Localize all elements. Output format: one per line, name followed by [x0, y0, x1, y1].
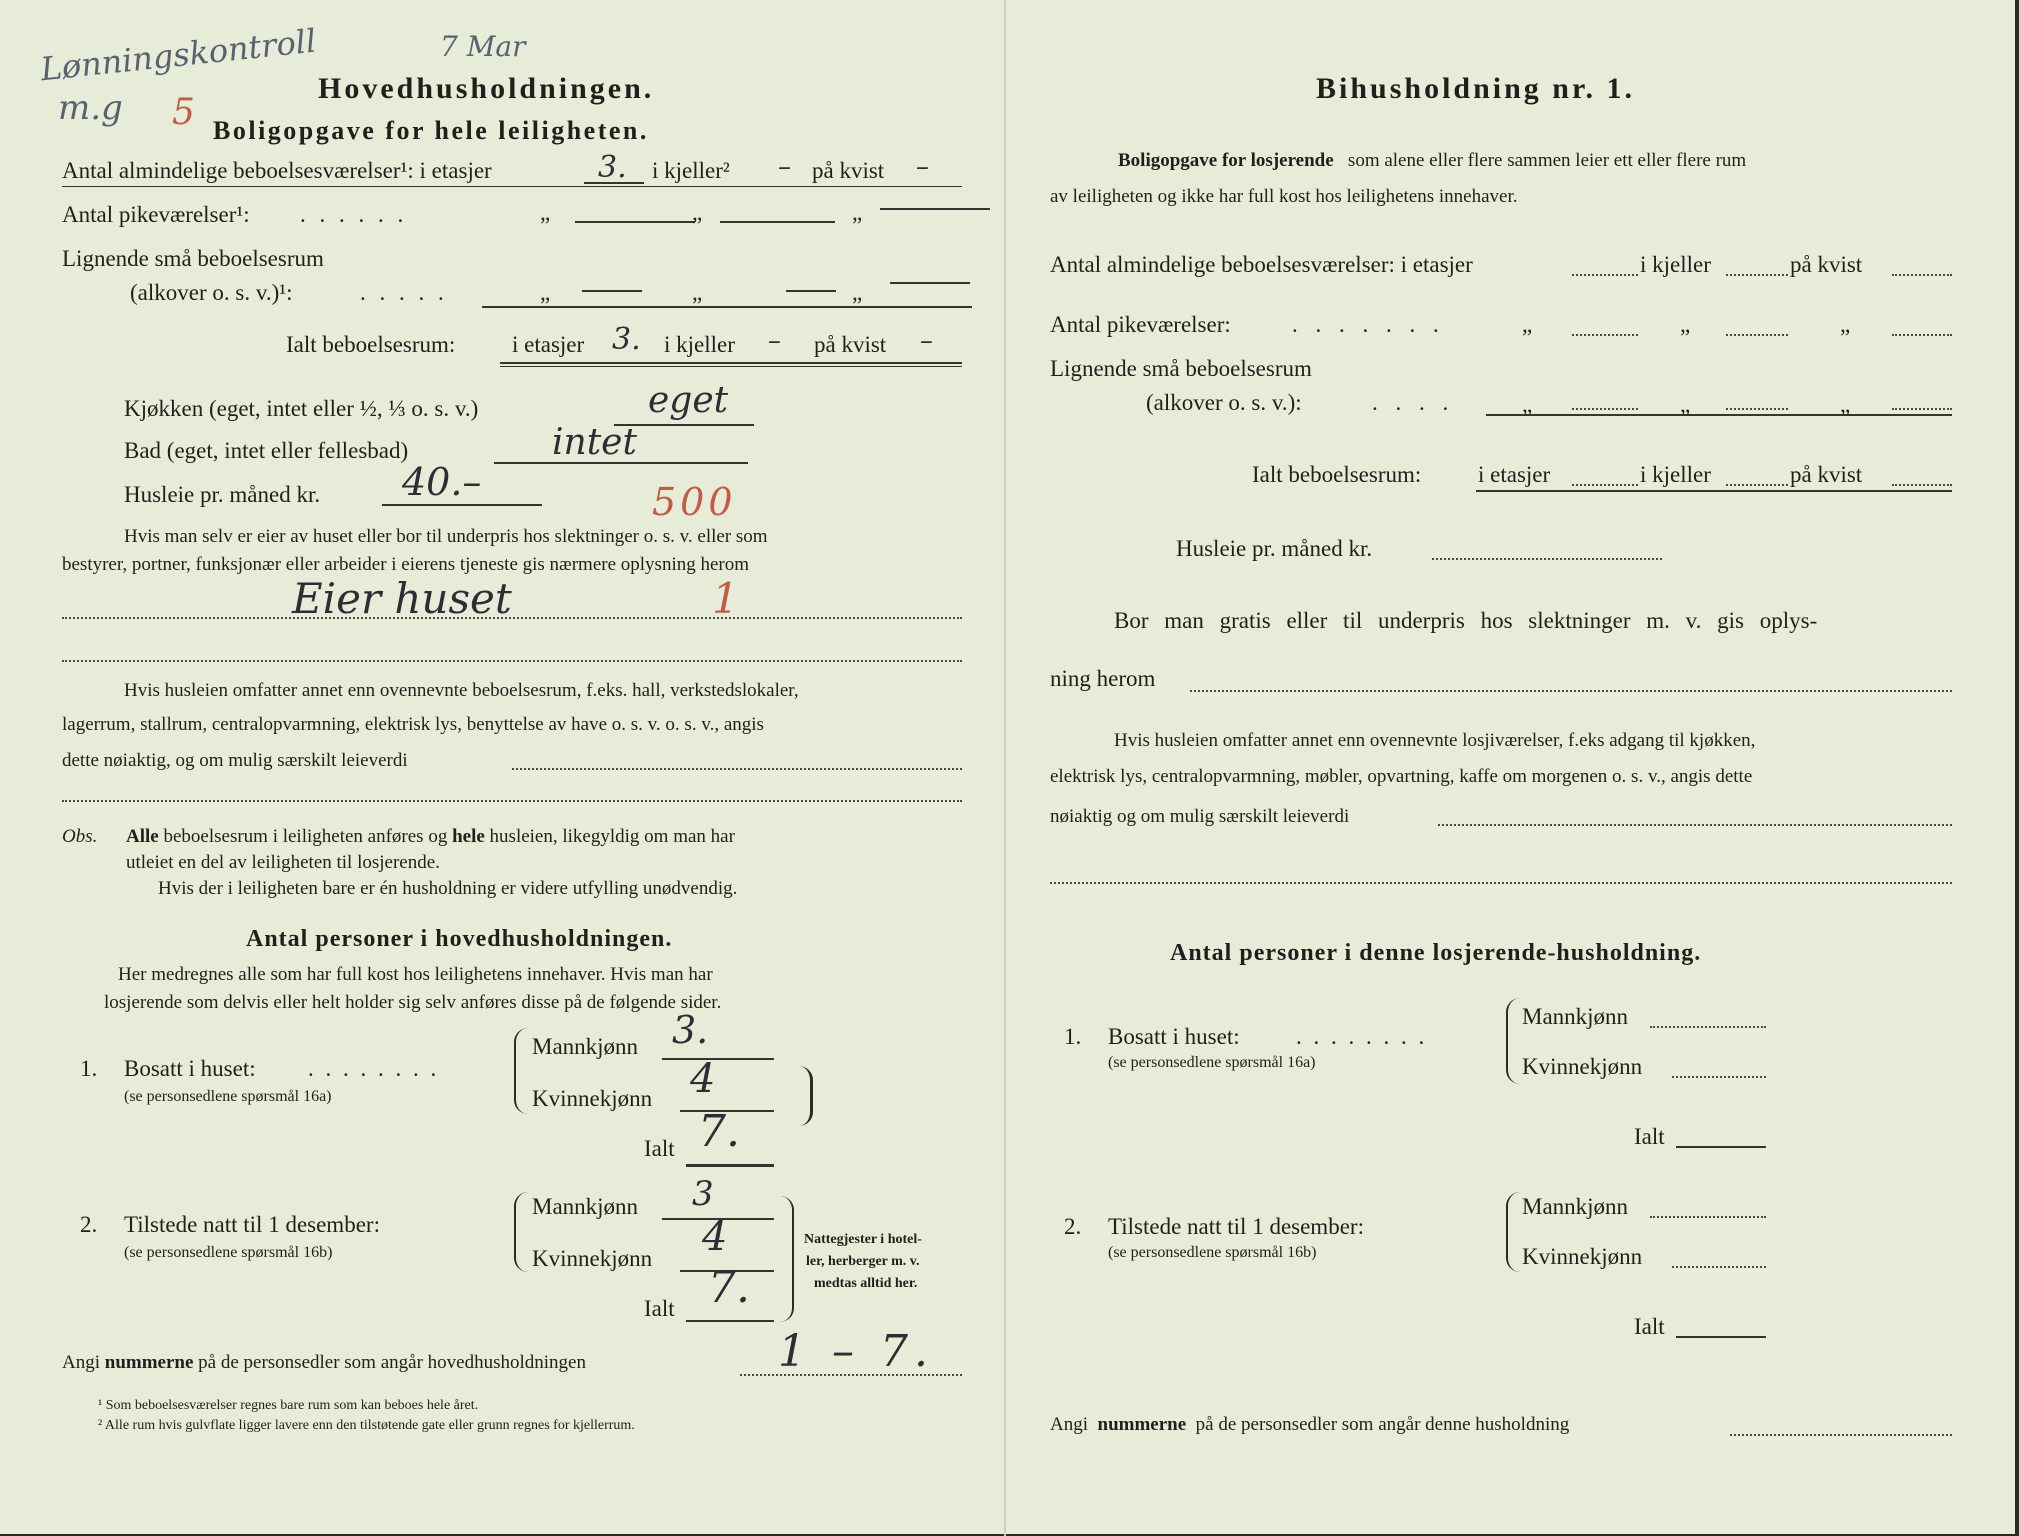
owner-text-line1: Hvis man selv er eier av huset eller bor til underpris hos slektninger o. s. v. eller som: [124, 526, 768, 547]
left-row1-label: Antal almindelige beboelsesværelser¹: i etasjer: [62, 158, 492, 183]
right-q2-kvinne-label: Kvinnekjønn: [1522, 1244, 1643, 1269]
footnote-1: ¹ Som beboelsesværelser regnes bare rum som kan beboes hele året.: [98, 1398, 479, 1413]
obs-line2: utleiet en del av leiligheten til losjerende.: [126, 852, 440, 873]
right-q2-ialt-label: Ialt: [1634, 1314, 1665, 1339]
left-q2-mann-value: 3: [692, 1174, 714, 1214]
left-row3-label2: (alkover o. s. v.)¹:: [130, 280, 293, 305]
left-row4-etasjer-label: i etasjer: [512, 332, 585, 357]
right-row1-kvist-label: på kvist: [1790, 252, 1863, 277]
right-q2-mann-label: Mannkjønn: [1522, 1194, 1629, 1219]
obs-line3: Hvis der i leiligheten bare er én husholdning er videre utfylling unødvendig.: [158, 878, 738, 899]
right-row2-label: Antal pikeværelser:: [1050, 312, 1231, 337]
obs-label: Obs.: [62, 826, 98, 847]
left-q1-mann-label: Mannkjønn: [532, 1034, 639, 1059]
left-row1-kjeller-value: –: [778, 152, 791, 182]
left-q2-label: Tilstede natt til 1 desember:: [124, 1212, 380, 1237]
left-persons-text1: Her medregnes alle som har full kost hos leilighetens innehaver. Hvis man har: [118, 964, 713, 985]
left-extra-line3: dette nøiaktig, og om mulig særskilt leieverdi: [62, 750, 408, 771]
left-row2-q1: „: [540, 200, 551, 225]
left-persons-text2: losjerende som delvis eller helt holder sig selv anføres disse på de følgende sider.: [104, 992, 722, 1013]
right-row3-q3: „: [1840, 392, 1851, 417]
left-q2-num: 2.: [80, 1212, 98, 1237]
right-q1-sub: (se personsedlene spørsmål 16a): [1108, 1054, 1316, 1071]
margin-note-number: 5: [172, 92, 195, 133]
right-gratis-line1: Bor man gratis eller til underpris hos slektninger m. v. gis oplys-: [1114, 608, 1818, 633]
left-q2-note1: Nattegjester i hotel-: [804, 1232, 922, 1247]
left-row2-dots: . . . . . .: [300, 202, 408, 227]
left-row4-kvist-value: –: [920, 326, 933, 356]
right-row4-label: Ialt beboelsesrum:: [1252, 462, 1422, 487]
right-row2-q1: „: [1522, 312, 1533, 337]
right-row3-q2: „: [1680, 392, 1691, 417]
right-title: Bihusholdning nr. 1.: [1316, 72, 1636, 105]
right-row2-q2: „: [1680, 312, 1691, 337]
left-extra-line1: Hvis husleien omfatter annet enn ovennevnte beboelsesrum, f.eks. hall, verkstedslokaler,: [124, 680, 799, 701]
left-row3-q2: „: [692, 280, 703, 305]
right-intro-line1: Boligopgave for losjerende som alene eller flere sammen leier ett eller flere rum: [1118, 150, 1747, 171]
left-row2-q3: „: [852, 200, 863, 225]
right-extra-line2: elektrisk lys, centralopvarmning, møbler, opvartning, kaffe om morgenen o. s. v., angis dette: [1050, 766, 1753, 787]
left-row4-kvist-label: på kvist: [814, 332, 887, 357]
owner-mark: 1: [712, 574, 739, 623]
left-row2-label: Antal pikeværelser¹:: [62, 202, 250, 227]
left-q1-ialt-label: Ialt: [644, 1136, 675, 1161]
left-row4-kjeller-value: –: [768, 326, 781, 356]
left-row3-label1: Lignende små beboelsesrum: [62, 246, 324, 271]
right-intro-line2: av leiligheten og ikke har full kost hos leilighetens innehaver.: [1050, 186, 1518, 207]
left-q2-ialt-label: Ialt: [644, 1296, 675, 1321]
left-q1-kvinne-value: 4: [690, 1056, 716, 1102]
owner-text-line2: bestyrer, portner, funksjonær eller arbeider i eierens tjeneste gis nærmere oplysning herom: [62, 554, 750, 575]
left-q1-mann-value: 3.: [672, 1008, 709, 1052]
right-q1-kvinne-label: Kvinnekjønn: [1522, 1054, 1643, 1079]
left-q1-ialt-value: 7.: [698, 1106, 740, 1157]
right-q2-num: 2.: [1064, 1214, 1082, 1239]
left-q1-num: 1.: [80, 1056, 98, 1081]
right-row1-kjeller-label: i kjeller: [1640, 252, 1711, 277]
left-q2-kvinne-label: Kvinnekjønn: [532, 1246, 653, 1271]
margin-note-date: 7 Mar: [440, 30, 526, 63]
right-q2-label: Tilstede natt til 1 desember:: [1108, 1214, 1364, 1239]
left-q1-dots: . . . . . . . .: [308, 1056, 440, 1081]
right-q2-sub: (se personsedlene spørsmål 16b): [1108, 1244, 1317, 1261]
right-row1-label: Antal almindelige beboelsesværelser: i etasjer: [1050, 252, 1473, 277]
margin-note-code: m.g: [58, 88, 123, 128]
left-row2-q2: „: [692, 200, 703, 225]
right-q1-num: 1.: [1064, 1024, 1082, 1049]
obs-line1: Alle beboelsesrum i leiligheten anføres og hele husleien, likegyldig om man har: [126, 826, 735, 847]
left-q2-sub: (se personsedlene spørsmål 16b): [124, 1244, 333, 1261]
rent-value: 40.–: [402, 460, 482, 504]
left-q2-kvinne-value: 4: [702, 1214, 728, 1260]
left-q2-ialt-value: 7.: [708, 1262, 750, 1313]
left-row1-kvist-value: –: [916, 152, 929, 182]
right-row3-q1: „: [1522, 392, 1533, 417]
left-subtitle: Boligopgave for hele leiligheten.: [213, 116, 649, 145]
kitchen-value: eget: [648, 380, 729, 421]
right-q1-mann-label: Mannkjønn: [1522, 1004, 1629, 1029]
right-row2-dots: . . . . . . .: [1292, 312, 1445, 337]
left-row4-etasjer-value: 3.: [612, 322, 641, 357]
right-rent-label: Husleie pr. måned kr.: [1176, 536, 1373, 561]
left-row1-kvist-label: på kvist: [812, 158, 885, 183]
right-row2-q3: „: [1840, 312, 1851, 337]
rent-note: 500: [652, 480, 737, 524]
page-fold: [1004, 0, 1006, 1536]
left-row3-q1: „: [540, 280, 551, 305]
left-row3-q3: „: [852, 280, 863, 305]
right-row4-kvist-label: på kvist: [1790, 462, 1863, 487]
left-q2-note3: medtas alltid her.: [814, 1276, 918, 1291]
right-extra-line3: nøiaktig og om mulig særskilt leieverdi: [1050, 806, 1350, 827]
left-q1-kvinne-label: Kvinnekjønn: [532, 1086, 653, 1111]
left-persons-title: Antal personer i hovedhusholdningen.: [246, 926, 673, 952]
right-row3-label2: (alkover o. s. v.):: [1146, 390, 1302, 415]
bath-label: Bad (eget, intet eller fellesbad): [124, 438, 409, 463]
bath-value: intet: [552, 422, 637, 463]
kitchen-label: Kjøkken (eget, intet eller ½, ⅓ o. s. v.): [124, 396, 479, 421]
left-row3-dots: . . . . .: [360, 280, 448, 305]
right-numbers-label: Angi nummerne på de personsedler som angår denne husholdning: [1050, 1414, 1570, 1435]
left-row1-kjeller-label: i kjeller²: [652, 158, 730, 183]
left-extra-line2: lagerrum, stallrum, centralopvarmning, elektrisk lys, benyttelse av have o. s. v. o. s. v., angis: [62, 714, 764, 735]
left-numbers-label: Angi nummerne på de personsedler som angår hovedhusholdningen: [62, 1352, 586, 1373]
left-row4-label: Ialt beboelsesrum:: [286, 332, 456, 357]
right-gratis-line2: ning herom: [1050, 666, 1156, 691]
left-title: Hovedhusholdningen.: [318, 72, 655, 105]
left-row4-kjeller-label: i kjeller: [664, 332, 735, 357]
left-q1-label: Bosatt i huset:: [124, 1056, 256, 1081]
margin-note-control: Lønningskontroll: [38, 21, 318, 89]
right-row4-etasjer-label: i etasjer: [1478, 462, 1551, 487]
right-persons-title: Antal personer i denne losjerende-husholdning.: [1170, 940, 1702, 966]
owner-value: Eier huset: [292, 574, 512, 623]
right-q1-ialt-label: Ialt: [1634, 1124, 1665, 1149]
left-q2-note2: ler, herberger m. v.: [806, 1254, 920, 1269]
left-q1-sub: (se personsedlene spørsmål 16a): [124, 1088, 332, 1105]
right-q1-dots: . . . . . . . .: [1296, 1024, 1428, 1049]
right-q1-label: Bosatt i huset:: [1108, 1024, 1240, 1049]
right-extra-line1: Hvis husleien omfatter annet enn ovennevnte losjiværelser, f.eks adgang til kjøkken,: [1114, 730, 1756, 751]
left-row1-etasjer-value: 3.: [598, 150, 627, 185]
right-row3-label1: Lignende små beboelsesrum: [1050, 356, 1312, 381]
left-q2-mann-label: Mannkjønn: [532, 1194, 639, 1219]
footnote-2: ² Alle rum hvis gulvflate ligger lavere enn den tilstøtende gate eller grunn regnes for kjellerrum.: [98, 1418, 635, 1433]
rent-label: Husleie pr. måned kr.: [124, 482, 321, 507]
left-numbers-value: 1 – 7.: [778, 1326, 934, 1377]
right-row3-dots: . . . .: [1372, 390, 1455, 415]
right-row4-kjeller-label: i kjeller: [1640, 462, 1711, 487]
